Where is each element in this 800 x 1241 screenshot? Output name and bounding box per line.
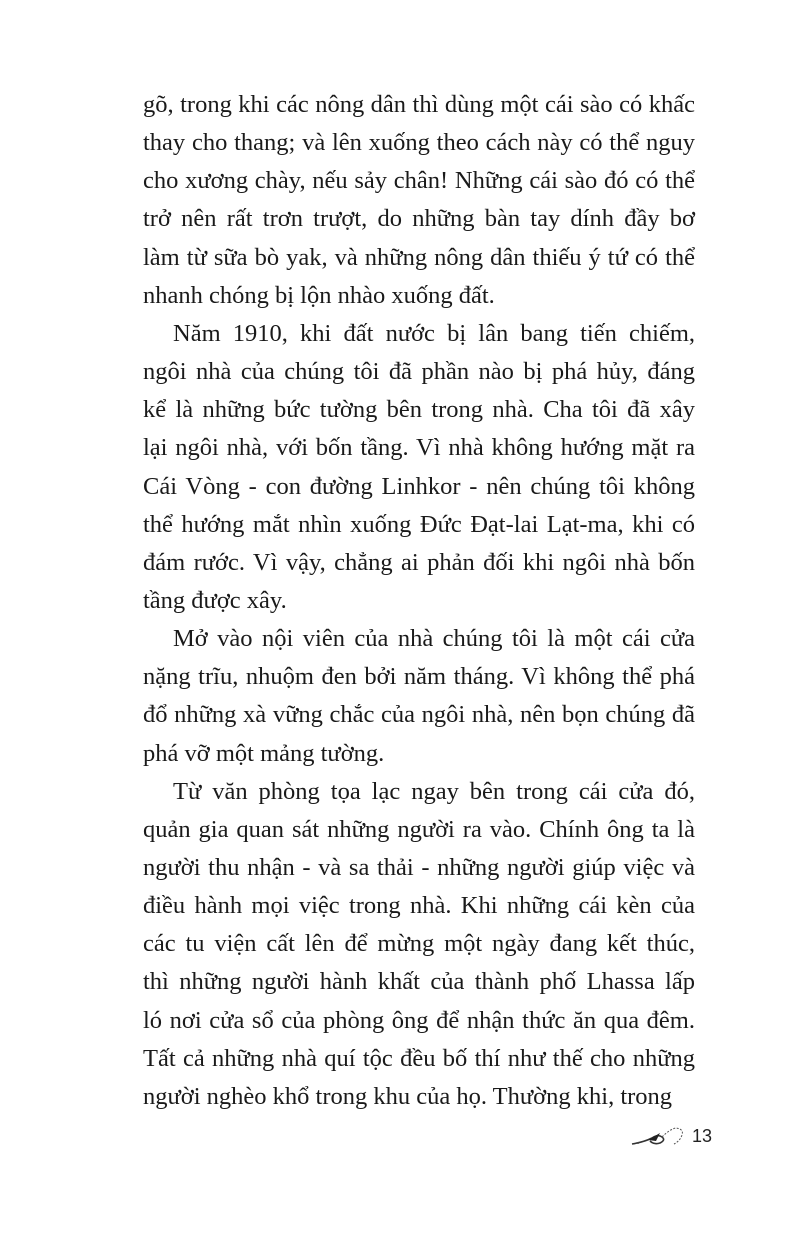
decorative-flourish-icon (630, 1125, 688, 1147)
text-line: cho xương chày, nếu sảy chân! Những cái sào đó có thể (143, 167, 695, 195)
text-line: thay cho thang; và lên xuống theo cách này có thể nguy (143, 129, 695, 157)
text-line: Tất cả những nhà quí tộc đều bố thí như thế cho những (143, 1044, 695, 1072)
page-footer (630, 1124, 712, 1148)
text-line: người thu nhận - và sa thải - những người giúp việc và (143, 854, 695, 881)
text-line: người nghèo khổ trong khu của họ. Thường khi, trong (143, 1082, 673, 1110)
text-line: các tu viện cất lên để mừng một ngày đang kết thúc, (143, 930, 695, 958)
text-line: kể là những bức tường bên trong nhà. Cha tôi đã xây (143, 396, 695, 424)
text-line: trở nên rất trơn trượt, do những bàn tay dính đầy bơ (143, 205, 695, 233)
text-line: ngôi nhà của chúng tôi đã phần nào bị phá hủy, đáng (143, 358, 695, 386)
text-line: gõ, trong khi các nông dân thì dùng một cái sào có khấc (143, 91, 695, 118)
text-line: đám rước. Vì vậy, chẳng ai phản đối khi ngôi nhà bốn (143, 548, 695, 576)
text-line: nhanh chóng bị lộn nhào xuống đất. (143, 281, 495, 309)
text-line: đổ những xà vững chắc của ngôi nhà, nên bọn chúng đã (143, 701, 695, 729)
text-line: tầng được xây. (143, 586, 287, 614)
text-line: Từ văn phòng tọa lạc ngay bên trong cái cửa đó, (173, 777, 695, 805)
page-number: 13 (692, 1125, 713, 1146)
text-line: nặng trĩu, nhuộm đen bởi năm tháng. Vì không thể phá (143, 663, 695, 691)
text-line: ló nơi cửa sổ của phòng ông để nhận thức ăn qua đêm. (143, 1006, 695, 1034)
text-line: Cái Vòng - con đường Linhkor - nên chúng tôi không (143, 472, 695, 500)
text-line: làm từ sữa bò yak, và những nông dân thiếu ý tứ có thể (143, 243, 695, 271)
text-line: thì những người hành khất của thành phố Lhassa lấp (143, 968, 695, 996)
text-line: quản gia quan sát những người ra vào. Chính ông ta là (143, 815, 695, 843)
text-line: Mở vào nội viên của nhà chúng tôi là một cái cửa (173, 625, 695, 653)
text-line: lại ngôi nhà, với bốn tầng. Vì nhà không hướng mặt ra (143, 434, 695, 462)
text-line: Năm 1910, khi đất nước bị lân bang tiến chiếm, (173, 319, 695, 347)
text-line: phá vỡ một mảng tường. (143, 739, 385, 767)
text-line: điều hành mọi việc trong nhà. Khi những cái kèn của (143, 892, 695, 920)
text-line: thể hướng mắt nhìn xuống Đức Đạt-lai Lạt-ma, khi có (143, 510, 695, 538)
